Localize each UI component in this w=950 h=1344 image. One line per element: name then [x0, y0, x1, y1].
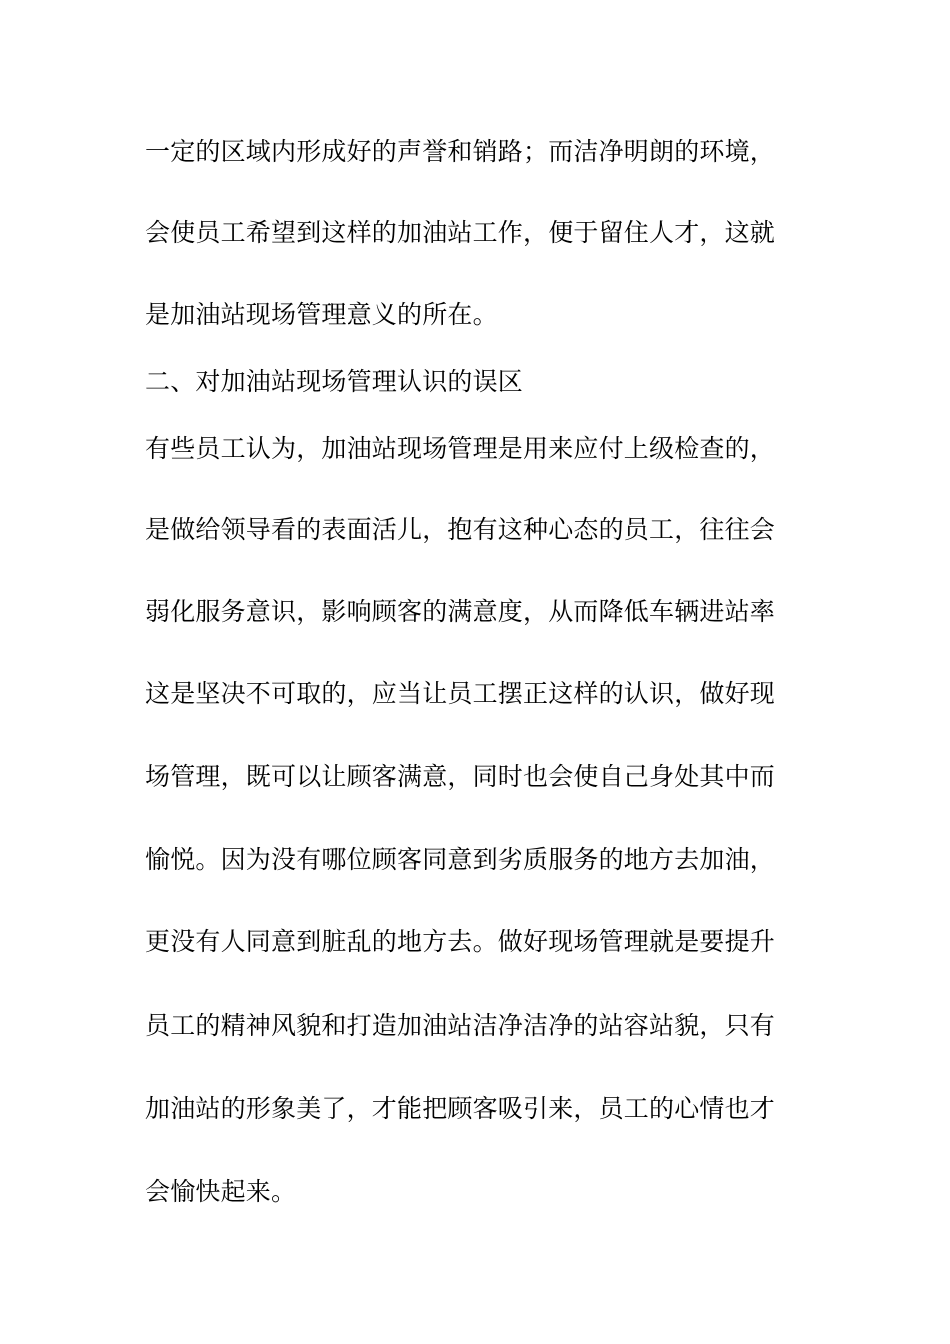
paragraph-line: 是做给领导看的表面活儿，抱有这种心态的员工，往往会 — [145, 515, 776, 544]
section-heading: 二、对加油站现场管理认识的误区 — [145, 367, 524, 396]
paragraph-line: 这是坚决不可取的，应当让员工摆正这样的认识，做好现 — [145, 679, 776, 708]
paragraph-line: 场管理，既可以让顾客满意，同时也会使自己身处其中而 — [145, 762, 776, 791]
paragraph-line: 更没有人同意到脏乱的地方去。做好现场管理就是要提升 — [145, 927, 776, 956]
paragraph-line: 一定的区域内形成好的声誉和销路；而洁净明朗的环境， — [145, 137, 776, 166]
paragraph-line: 会使员工希望到这样的加油站工作，便于留住人才，这就 — [145, 218, 776, 247]
paragraph-line: 有些员工认为，加油站现场管理是用来应付上级检查的， — [145, 434, 776, 463]
paragraph-line: 加油站的形象美了，才能把顾客吸引来，员工的心情也才 — [145, 1094, 776, 1123]
paragraph-line: 会愉快起来。 — [145, 1177, 297, 1206]
paragraph-line: 是加油站现场管理意义的所在。 — [145, 300, 498, 329]
paragraph-line: 弱化服务意识，影响顾客的满意度，从而降低车辆进站率 — [145, 597, 776, 626]
paragraph-line: 愉悦。因为没有哪位顾客同意到劣质服务的地方去加油， — [145, 845, 776, 874]
paragraph-line: 员工的精神风貌和打造加油站洁净洁净的站容站貌，只有 — [145, 1011, 776, 1040]
